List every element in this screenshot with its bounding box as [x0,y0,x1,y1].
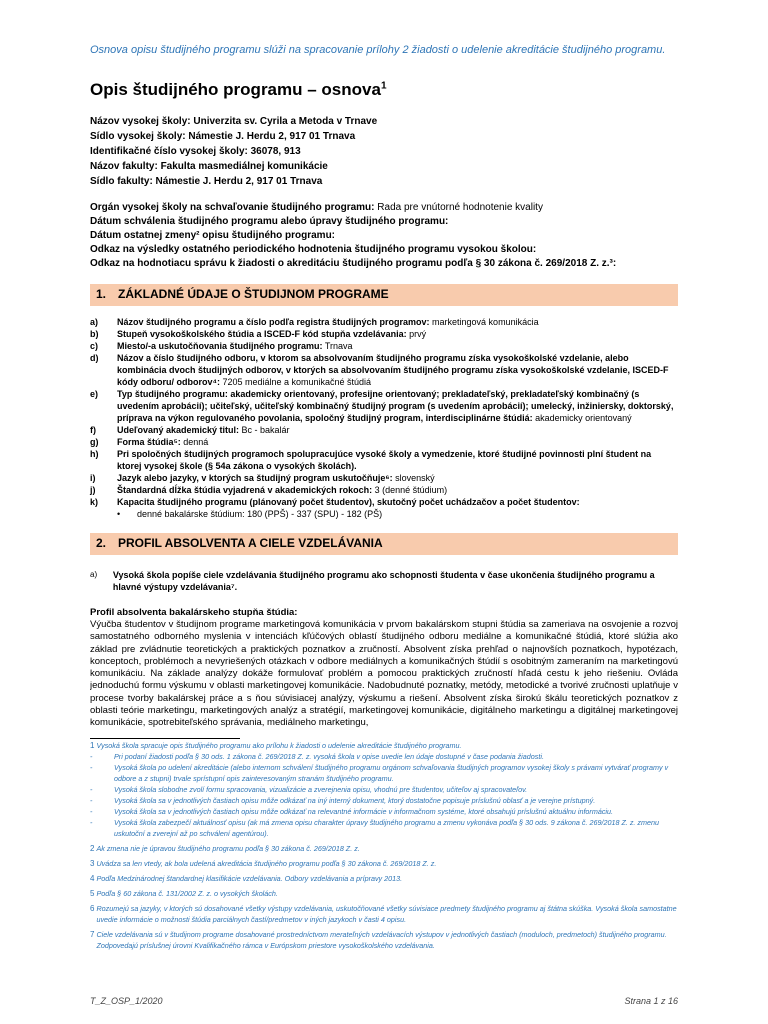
footnote-text: Vysoká škola slobodne zvolí formu spracovania, vizualizácie a zverejnenia opisu, vhodnú pre študentov, učiteľov aj spracovateľov. [114,785,528,794]
item-value: akademicky orientovaný [532,413,632,423]
item-label: Miesto/-a uskutočňovania študijného programu: [117,341,323,351]
footnote [90,795,680,806]
profile-heading: Profil absolventa bakalárskeho stupňa štúdia: [90,607,298,618]
footnote [90,873,680,884]
footnote-marker: 2 [90,844,95,853]
section-1-number: 1. [96,287,107,301]
list-item [90,472,678,484]
item-label: Jazyk alebo jazyky, v ktorých sa študijný program uskutočňuje⁶: [117,473,393,483]
section-1-heading [90,284,678,306]
footnote [90,843,680,854]
footnote [90,784,680,795]
footnote-text: Vysoká škola sa v jednotlivých častiach opisu môže odkázať na relevantné informácie v informačnom systéme, ktoré obsahujú príslušnú aktuálnu informáciu. [114,807,613,816]
footnote-text: Vysoká škola po udelení akreditácie (alebo internom schválení študijného programu orgánom schvaľovania študijných programov vysokej školy s právami vytvárať programy v odbore a z stupni) trvale sprístupní opis zainteresovaným stranám študijného programu. [114,763,669,783]
item-label: Stupeň vysokoškolského štúdia a ISCED-F kód stupňa vzdelávania: [117,329,407,339]
document-code: T_Z_OSP_1/2020 [90,996,163,1006]
footnote [90,806,680,817]
page-title [90,80,678,100]
footnote-marker: 4 [90,874,95,883]
footnote-marker: 7 [90,930,95,939]
item-key: a) [90,570,98,579]
list-item [90,448,678,472]
evaluation-report-link: Odkaz na hodnotiacu správu k žiadosti o akreditáciu študijného programu podľa § 30 zákona č. 269/2018 Z. z.³: [90,258,617,269]
item-key: f) [90,425,96,435]
item-key: k) [90,497,99,507]
item-label: Forma štúdia⁵: [117,437,181,447]
item-value: 7205 mediálne a komunikačné štúdiá [219,377,372,387]
school-info [90,114,678,189]
school-seat: Sídlo vysokej školy: Námestie J. Herdu 2, 917 01 Trnava [90,131,356,142]
footnote-text: Vysoká škola zabezpečí aktuálnosť opisu (ak má zmena opisu charakter úpravy študijného programu a zmenu vykonáva podľa § 30 ods. 9 zákona č. 269/2018 Z. z. zmenu uskutoční a zverejní až po schválení agentúrou). [114,818,660,838]
footnote [90,888,680,899]
footnote-marker: 6 [90,904,95,913]
item-value: Bc - bakalár [239,425,290,435]
item-key: g) [90,437,99,447]
item-value: slovenský [392,473,435,483]
footnote-text: Pri podaní žiadosti podľa § 30 ods. 1 zákona č. 269/2018 Z. z. vysoká škola v opise uvedie len údaje dostupné v čase podania žiadosti. [114,752,544,761]
section-2-label: PROFIL ABSOLVENTA A CIELE VZDELÁVANIA [118,536,383,550]
list-item [90,436,678,448]
item-key: i) [90,473,96,483]
list-item [90,424,678,436]
page-number: Strana 1 z 16 [624,996,678,1006]
faculty-seat: Sídlo fakulty: Námestie J. Herdu 2, 917 01 Trnava [90,176,323,187]
footnote [90,903,680,925]
faculty-name: Názov fakulty: Fakulta masmediálnej komunikácie [90,161,328,172]
capacity-bullet [117,508,678,520]
section-2-heading [90,533,678,555]
list-item [90,340,678,352]
footnote-marker: 1 [90,741,95,750]
footnote-text: Uvádza sa len vtedy, ak bola udelená akreditácia študijného programu podľa § 30 zákona č. 269/2018 Z. z. [96,859,437,868]
item-key: j) [90,485,96,495]
list-item [90,352,678,388]
item-label: Udeľovaný akademický titul: [117,425,240,435]
title-footnote-ref: 1 [380,80,387,92]
item-value: 3 (denné štúdium) [372,485,448,495]
footnote [90,740,680,751]
capacity-value: denné bakalárske štúdium: 180 (PPŠ) - 337 (SPU) - 182 (PŠ) [137,509,383,519]
item-label: Kapacita študijného programu (plánovaný počet študentov), skutočný počet uchádzačov a počet študentov: [117,497,580,507]
school-id: Identifikačné číslo vysokej školy: 36078, 913 [90,146,301,157]
footnote [90,762,680,784]
bullet-icon: • [117,509,121,519]
item-value: denná [180,437,209,447]
school-name: Názov vysokej školy: Univerzita sv. Cyrila a Metoda v Trnave [90,116,378,127]
item-text: Vysoká škola popíše ciele vzdelávania študijného programu ako schopnosti študenta v čase ukončenia študijného programu a hlavné výstupy vzdelávania⁷. [112,570,655,592]
footnote-dash: - [90,763,93,772]
footnote [90,858,680,869]
document-page [90,42,678,743]
approval-organ-label: Orgán vysokej školy na schvaľovanie študijného programu: [90,202,375,213]
item-value: marketingová komunikácia [429,317,539,327]
footnote-text: Podľa § 60 zákona č. 131/2002 Z. z. o vysokých školách. [96,889,278,898]
item-key: c) [90,341,99,351]
item-label: Názov študijného programu a číslo podľa registra študijných programov: [117,317,430,327]
item-label: Typ študijného programu: akademicky orientovaný, profesijne orientovaný; prekladateľský, prekladateľský kombinačný (s uvedením aprobácií); učiteľský, učiteľský kombinačný študijný program (s uvedením aprobácií); umelecký, inžiniersky, doktorský, príprava na výkon regulovaného povolania, spoločný študijný program, interdisciplinárne štúdiá: [117,389,674,423]
item-key: a) [90,317,99,327]
list-item [90,328,678,340]
approval-info [90,201,678,271]
footnote-text: Rozumejú sa jazyky, v ktorých sú dosahované všetky výstupy vzdelávania, uskutočňované všetky súvisiace predmety študijného programu aj štátna skúška. Vysoká škola samostatne uvedie informácie o možnosti štúdia parciálnych častí/predmetov v iných jazykoch v časti 4 opisu. [96,904,677,924]
footnote-divider [90,738,240,739]
footnote-text: Ciele vzdelávania sú v študijnom programe dosahované prostredníctvom merateľných vzdelávacích výstupov v jednotlivých častiach (moduloch, predmetoch) študijného programu. Zodpovedajú príslušnej úrovni Kvalifikačného rámca v Európskom priestore vysokoškolského vzdelávania. [96,930,667,950]
approval-date: Dátum schválenia študijného programu alebo úpravy študijného programu: [90,216,449,227]
footnote-dash: - [90,807,93,816]
footnote-dash: - [90,752,93,761]
item-label: Štandardná dĺžka štúdia vyjadrená v akademických rokoch: [117,485,373,495]
footnote-dash: - [90,796,93,805]
footnote [90,929,680,951]
section-1-label: ZÁKLADNÉ ÚDAJE O ŠTUDIJNOM PROGRAME [118,287,389,301]
item-key: b) [90,329,99,339]
item-key: h) [90,449,99,459]
item-value: prvý [406,329,427,339]
item-value: Trnava [322,341,353,351]
footnote-marker: 5 [90,889,95,898]
page-footer [90,996,678,1006]
last-change-date: Dátum ostatnej zmeny² opisu študijného programu: [90,230,336,241]
profile-text: Výučba študentov v študijnom programe marketingová komunikácia v prvom bakalárskom stupni štúdia sa zameriava na osvojenie a rozvoj samostatného odborného myslenia v intenciách kľúčových oblastí študijného odboru mediálne a komunikačné štúdiá, ktoré slúžia ako základ pre zvládnutie teoretických a praktických poznatkov a zručností. Absolvent získa prehľad o najnovších poznatkoch, hypotézach, konceptoch, problémoch a nevyriešených otázkach v odbore mediálnych a komunikačných štúdií s osobitným zameraním na marketingovú komunikáciu. Na základe analýzy dokáže formulovať problém a pomocou praktických zručností hľadá cestu k jeho riešeniu. Ovláda jednoduchú formu výskumu v oblasti marketingovej komunikácie. Nadobudnuté poznatky, metódy, metodické a tvorivé zručnosti uplatňuje v procese tvorby bakalárskej práce a s ňou súvisiacej analýzy, výskumu a riešení. Absolvent získa širokú škálu teoretických poznatkov z oblasti teórie marketingu, marketingových analýz a stratégií, marketingovej komunikácie, digitálneho marketingu a digitálnej marketingovej komunikácie, spotrebiteľského správania, mediálneho marketingu, [90,619,678,729]
footnote-text: Podľa Medzinárodnej štandardnej klasifikácie vzdelávania. Odbory vzdelávania a prípravy 2013. [96,874,403,883]
footnote [90,751,680,762]
basic-data-list [90,316,678,520]
item-label: Pri spoločných študijných programoch spolupracujúce vysoké školy a vymedzenie, ktoré študijné povinnosti plní študent na ktorej vysokej škole (§ 54a zákona o vysokých školách). [117,449,652,471]
list-item [90,316,678,328]
footnote-marker: 3 [90,859,95,868]
title-text: Opis študijného programu – osnova [90,80,381,99]
section-2a-item [90,569,678,593]
footnotes [90,740,680,951]
section-2-number: 2. [96,536,107,550]
footnote-text: Vysoká škola sa v jednotlivých častiach opisu môže odkázať na iný interný dokument, ktorý dostatočne popisuje príslušnú oblasť a je verejne prístupný. [114,796,596,805]
footnote-text: Vysoká škola spracuje opis študijného programu ako prílohu k žiadosti o udelenie akreditácie študijného programu. [96,741,462,750]
approval-organ-value: Rada pre vnútorné hodnotenie kvality [377,202,543,213]
approval-organ [90,201,678,215]
list-item [90,388,678,424]
footnote-dash: - [90,785,93,794]
list-item [90,496,678,508]
list-item [90,484,678,496]
item-key: e) [90,389,99,399]
periodic-evaluation-link: Odkaz na výsledky ostatného periodického hodnotenia študijného programu vysokou školou: [90,244,537,255]
item-key: d) [90,353,99,363]
footnote-text: Ak zmena nie je úpravou študijného programu podľa § 30 zákona č. 269/2018 Z. z. [96,844,360,853]
footnote [90,817,680,839]
item-label: Názov a číslo študijného odboru, v ktorom sa absolvovaním študijného programu získa vysokoškolské vzdelanie, alebo kombinácia dvoch študijných odborov, v ktorých sa absolvovaním študijného programu získa vysokoškolské vzdelanie, ISCED-F kódy odboru/ odborov⁴: [117,353,669,387]
intro-note: Osnova opisu študijného programu slúži na spracovanie prílohy 2 žiadosti o udelenie akreditácie študijného programu. [90,44,666,56]
footnote-dash: - [90,818,93,827]
